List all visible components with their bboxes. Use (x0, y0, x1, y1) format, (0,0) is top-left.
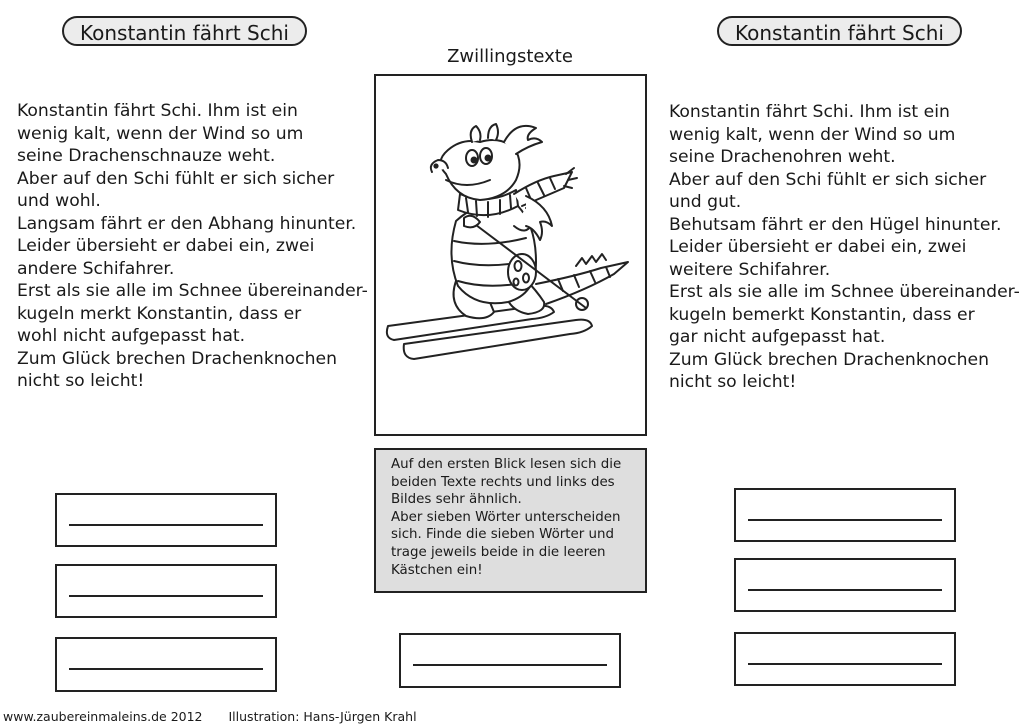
answer-line (748, 663, 942, 665)
answer-box-left-1[interactable] (55, 493, 277, 547)
answer-box-right-3[interactable] (734, 632, 956, 686)
worksheet-subtitle: Zwillingstexte (447, 46, 573, 67)
footer-credit: Illustration: Hans-Jürgen Krahl (228, 709, 417, 724)
story-left-line: nicht so leicht! (17, 371, 145, 391)
story-right-line: nicht so leicht! (669, 372, 797, 392)
story-left-line: Aber auf den Schi fühlt er sich sicher (17, 168, 335, 189)
story-left-line: wohl nicht aufgepasst hat. (17, 326, 246, 346)
story-left-line: Leider übersieht er dabei ein, zwei (17, 236, 315, 256)
instructions-line: Kästchen ein! (391, 562, 483, 578)
story-text-right (669, 101, 1019, 394)
answer-line (69, 524, 263, 526)
instructions-line: Aber sieben Wörter unterscheiden (391, 509, 621, 525)
story-right-line: Zum Glück brechen Drachenknochen (669, 349, 989, 370)
answer-line (413, 664, 607, 666)
answer-box-right-2[interactable] (734, 558, 956, 612)
answer-box-right-1[interactable] (734, 488, 956, 542)
story-left-line: andere Schifahrer. (17, 258, 175, 279)
story-left-line: wenig kalt, wenn der Wind so um (17, 123, 304, 144)
answer-box-center[interactable] (399, 633, 621, 688)
story-left-line: Konstantin fährt Schi. Ihm ist ein (17, 101, 298, 121)
answer-box-left-2[interactable] (55, 564, 277, 618)
story-right-line: Leider übersieht er dabei ein, zwei (669, 237, 967, 257)
instructions-box (374, 448, 647, 593)
instructions-line: trage jeweils beide in die leeren (391, 544, 606, 560)
story-right-line: weitere Schifahrer. (669, 259, 831, 280)
story-left-line: Zum Glück brechen Drachenknochen (17, 348, 337, 369)
story-left-line: Erst als sie alle im Schnee übereinander- (17, 281, 368, 301)
footer-website: www.zaubereinmaleins.de 2012 (3, 709, 203, 724)
title-right: Konstantin fährt Schi (717, 16, 962, 46)
answer-line (69, 595, 263, 597)
story-right-line: Konstantin fährt Schi. Ihm ist ein (669, 102, 950, 122)
story-left-line: kugeln merkt Konstantin, dass er (17, 303, 302, 324)
story-text-left (17, 100, 377, 393)
story-right-line: und gut. (669, 192, 742, 212)
story-right-line: Behutsam fährt er den Hügel hinunter. (669, 214, 1002, 235)
answer-line (748, 519, 942, 521)
dragon-head (440, 140, 519, 200)
answer-line (748, 589, 942, 591)
answer-line (69, 668, 263, 670)
story-right-line: seine Drachenohren weht. (669, 147, 896, 167)
story-left-line: seine Drachenschnauze weht. (17, 146, 276, 166)
story-right-line: Aber auf den Schi fühlt er sich sicher (669, 169, 987, 190)
story-right-line: gar nicht aufgepasst hat. (669, 327, 886, 347)
instructions-line: Bildes sehr ähnlich. (391, 492, 522, 508)
story-left-line: und wohl. (17, 191, 101, 211)
story-right-line: wenig kalt, wenn der Wind so um (669, 124, 956, 145)
story-right-line: Erst als sie alle im Schnee übereinander- (669, 282, 1020, 302)
title-left: Konstantin fährt Schi (62, 16, 307, 46)
footer (3, 709, 439, 725)
skiing-dragon-icon (376, 76, 645, 434)
instructions-line: sich. Finde die sieben Wörter und (391, 527, 614, 543)
story-right-line: kugeln bemerkt Konstantin, dass er (669, 304, 975, 325)
instructions-line: Auf den ersten Blick lesen sich die (391, 457, 622, 472)
story-left-line: Langsam fährt er den Abhang hinunter. (17, 213, 357, 234)
illustration-frame (374, 74, 647, 436)
instructions-line: beiden Texte rechts und links des (391, 474, 615, 490)
answer-box-left-3[interactable] (55, 637, 277, 692)
